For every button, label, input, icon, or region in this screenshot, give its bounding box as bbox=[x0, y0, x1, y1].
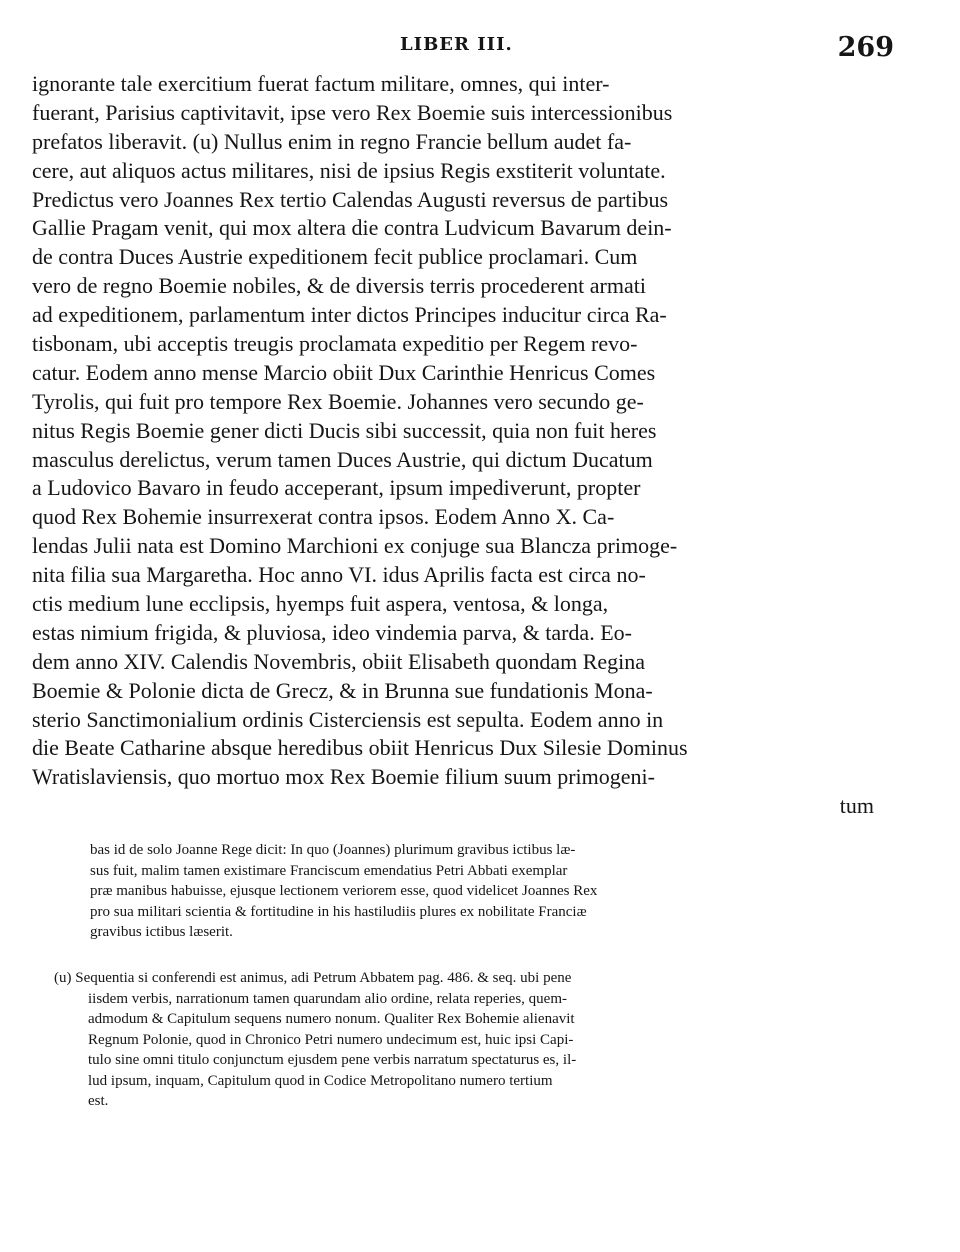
text-line: ignorante tale exercitium fuerat factum militare, omnes, qui inter- bbox=[32, 71, 610, 96]
footnote-line: præ manibus habuisse, ejusque lectionem veriorem esse, quod videlicet Joannes Rex bbox=[90, 883, 598, 899]
footnote-line: gravibus ictibus læserit. bbox=[90, 924, 233, 940]
running-head: LIBER III. bbox=[400, 34, 513, 55]
text-line: Wratislaviensis, quo mortuo mox Rex Boemie filium suum primogeni- bbox=[32, 764, 655, 790]
text-line: die Beate Catharine absque heredibus obiit Henricus Dux Silesie Dominus bbox=[32, 735, 688, 761]
footnote-continued bbox=[32, 840, 882, 943]
footnote-line: pro sua militari scientia & fortitudine in his hastiludiis plures ex nobilitate Franciæ bbox=[90, 903, 587, 920]
footnote-line: Sequentia si conferendi est animus, adi Petrum Abbatem pag. 486. & seq. ubi pene bbox=[75, 970, 572, 986]
page-number: 269 bbox=[837, 32, 894, 63]
text-line: Gallie Pragam venit, qui mox altera die contra Ludvicum Bavarum dein- bbox=[32, 215, 672, 241]
footnote-line: bas id de solo Joanne Rege dicit: In quo (Joannes) plurimum gravibus ictibus læ- bbox=[90, 842, 576, 858]
footnote-line: est. bbox=[88, 1093, 109, 1109]
text-line: tisbonam, ubi acceptis treugis proclamata expeditio per Regem revo- bbox=[32, 331, 638, 357]
footnote-line: iisdem verbis, narrationum tamen quarundam alio ordine, relata reperies, quem- bbox=[88, 990, 567, 1007]
text-line: Boemie & Polonie dicta de Grecz, & in Brunna sue fundationis Mona- bbox=[32, 677, 653, 703]
main-text-block bbox=[32, 70, 880, 821]
text-line: masculus derelictus, verum tamen Duces Austrie, qui dictum Ducatum bbox=[32, 446, 653, 472]
footnote-line: admodum & Capitulum sequens numero nonum. Qualiter Rex Bohemie alienavit bbox=[88, 1011, 575, 1027]
footnote-line: lud ipsum, inquam, Capitulum quod in Codice Metropolitano numero tertium bbox=[88, 1072, 553, 1089]
text-line: fuerant, Parisius captivitavit, ipse vero Rex Boemie suis intercessionibus bbox=[32, 99, 673, 125]
text-line: sterio Sanctimonialium ordinis Cisterciensis est sepulta. Eodem anno in bbox=[32, 706, 664, 732]
text-line: a Ludovico Bavaro in feudo acceperant, ipsum impediverunt, propter bbox=[32, 475, 641, 501]
text-line: catur. Eodem anno mense Marcio obiit Dux Carinthie Henricus Comes bbox=[32, 359, 656, 385]
text-line: dem anno XIV. Calendis Novembris, obiit Elisabeth quondam Regina bbox=[32, 648, 646, 674]
text-line: Tyrolis, qui fuit pro tempore Rex Boemie. Johannes vero secundo ge- bbox=[32, 388, 644, 414]
footnote-line: sus fuit, malim tamen existimare Franciscum emendatius Petri Abbati exemplar bbox=[90, 862, 568, 879]
text-line: nitus Regis Boemie gener dicti Ducis sibi successit, quia non fuit heres bbox=[32, 417, 657, 443]
footnote-line: Regnum Polonie, quod in Chronico Petri numero undecimum est, huic ipsi Capi- bbox=[88, 1031, 574, 1048]
page-header bbox=[0, 30, 960, 70]
text-line: Predictus vero Joannes Rex tertio Calendas Augusti reversus de partibus bbox=[32, 186, 669, 212]
text-line: ad expeditionem, parlamentum inter dictos Principes inducitur circa Ra- bbox=[32, 302, 667, 328]
footnote-marker: (u) bbox=[54, 970, 72, 986]
text-line: quod Rex Bohemie insurrexerat contra ipsos. Eodem Anno X. Ca- bbox=[32, 504, 615, 530]
text-line: ctis medium lune ecclipsis, hyemps fuit aspera, ventosa, & longa, bbox=[32, 591, 609, 617]
text-line: prefatos liberavit. (u) Nullus enim in regno Francie bellum audet fa- bbox=[32, 128, 632, 154]
text-line: de contra Duces Austrie expeditionem fecit publice proclamari. Cum bbox=[32, 244, 638, 270]
text-line: vero de regno Boemie nobiles, & de diversis terris procederent armati bbox=[32, 273, 646, 299]
catchword-line: tum bbox=[839, 793, 874, 819]
footnote-line: tulo sine omni titulo conjunctum ejusdem pene verbis narratum spectaturus es, il- bbox=[88, 1052, 577, 1068]
footnote-u bbox=[32, 968, 882, 1112]
text-line: cere, aut aliquos actus militares, nisi de ipsius Regis exstiterit voluntate. bbox=[32, 157, 666, 183]
text-line: estas nimium frigida, & pluviosa, ideo vindemia parva, & tarda. Eo- bbox=[32, 619, 632, 645]
text-line: lendas Julii nata est Domino Marchioni ex conjuge sua Blancza primoge- bbox=[32, 533, 678, 559]
text-line: nita filia sua Margaretha. Hoc anno VI. idus Aprilis facta est circa no- bbox=[32, 562, 646, 588]
footnote-first-line bbox=[32, 968, 882, 989]
